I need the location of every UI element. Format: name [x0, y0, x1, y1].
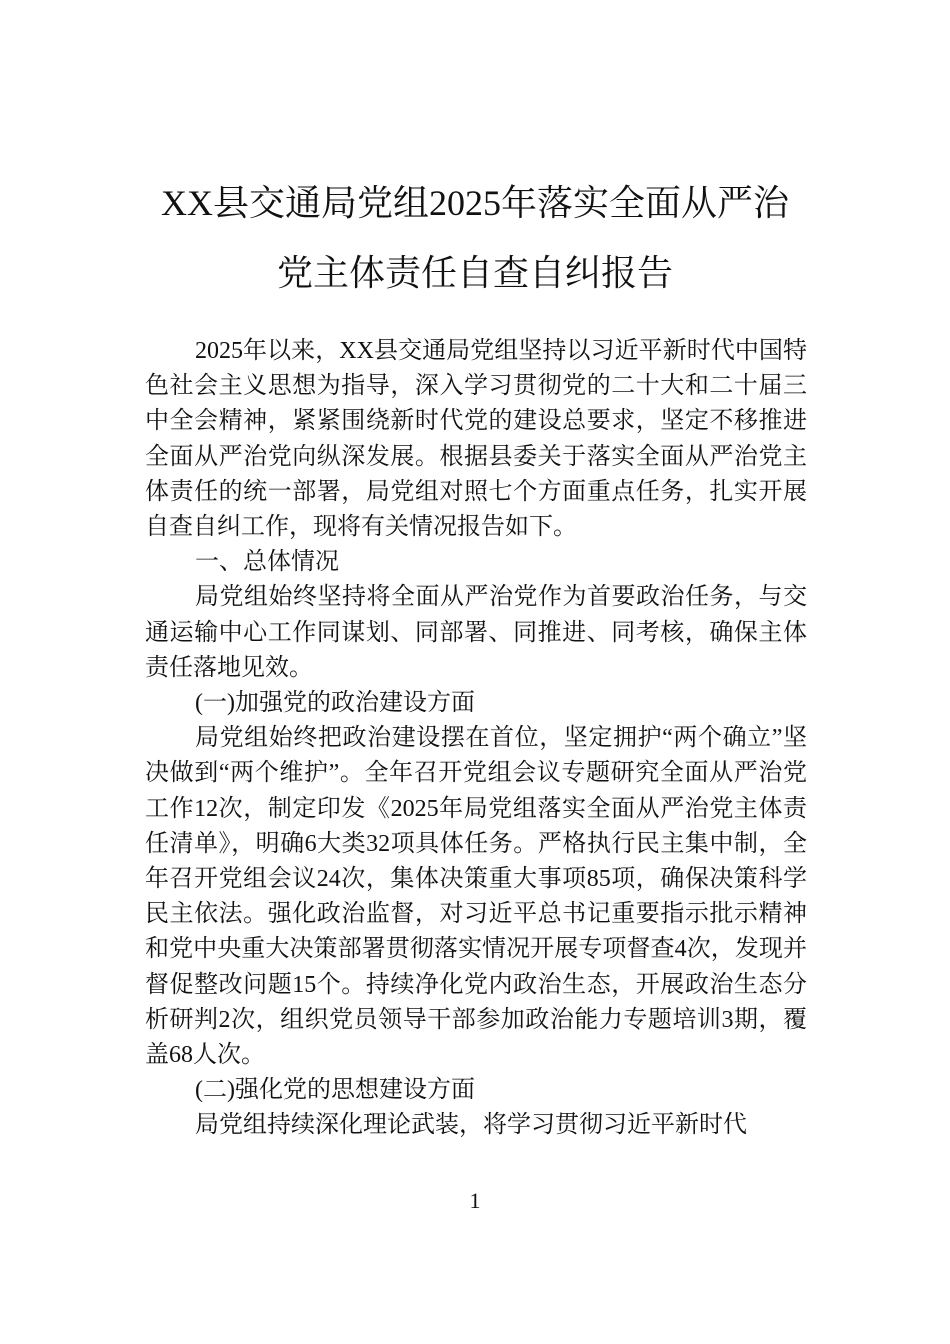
political-paragraph: 局党组始终把政治建设摆在首位，坚定拥护“两个确立”坚决做到“两个维护”。全年召开党组会议专题研究全面从严治党工作12次，制定印发《2025年局党组落实全面从严治党主体责任清单》，明确6大类32项具体任务。严格执行民主集中制，全年召开党组会议24次，集体决策重大事项85项，确保决策科学民主依法。强化政治监督，对习近平总书记重要指示批示精神和党中央重大决策部署贯彻落实情况开展专项督查4次，发现并督促整改问题15个。持续净化党内政治生态，开展政治生态分析研判2次，组织党员领导干部参加政治能力专题培训3期，覆盖68人次。 [145, 725, 807, 1069]
title-line-1: XX县交通局党组2025年落实全面从严治 [161, 183, 789, 223]
page-number: 1 [469, 1188, 481, 1213]
document-body [145, 334, 807, 1144]
ideological-paragraph: 局党组持续深化理论武装，将学习贯彻习近平新时代 [195, 1112, 747, 1139]
intro-paragraph: 2025年以来，XX县交通局党组坚持以习近平新时代中国特色社会主义思想为指导，深入学习贯彻党的二十大和二十届三中全会精神，紧紧围绕新时代党的建设总要求，坚定不移推进全面从严治党向纵深发展。根据县委关于落实全面从严治党主体责任的统一部署，局党组对照七个方面重点任务，扎实开展自查自纠工作，现将有关情况报告如下。 [145, 338, 807, 541]
document-title [100, 168, 850, 308]
title-line-2: 党主体责任自查自纠报告 [276, 253, 673, 293]
overall-paragraph: 局党组始终坚持将全面从严治党作为首要政治任务，与交通运输中心工作同谋划、同部署、同推进、同考核，确保主体责任落地见效。 [145, 584, 807, 681]
subsection-heading-ideological: (二)强化党的思想建设方面 [195, 1077, 475, 1104]
subsection-heading-political: (一)加强党的政治建设方面 [195, 690, 475, 717]
section-heading-overall: 一、总体情况 [195, 549, 339, 576]
